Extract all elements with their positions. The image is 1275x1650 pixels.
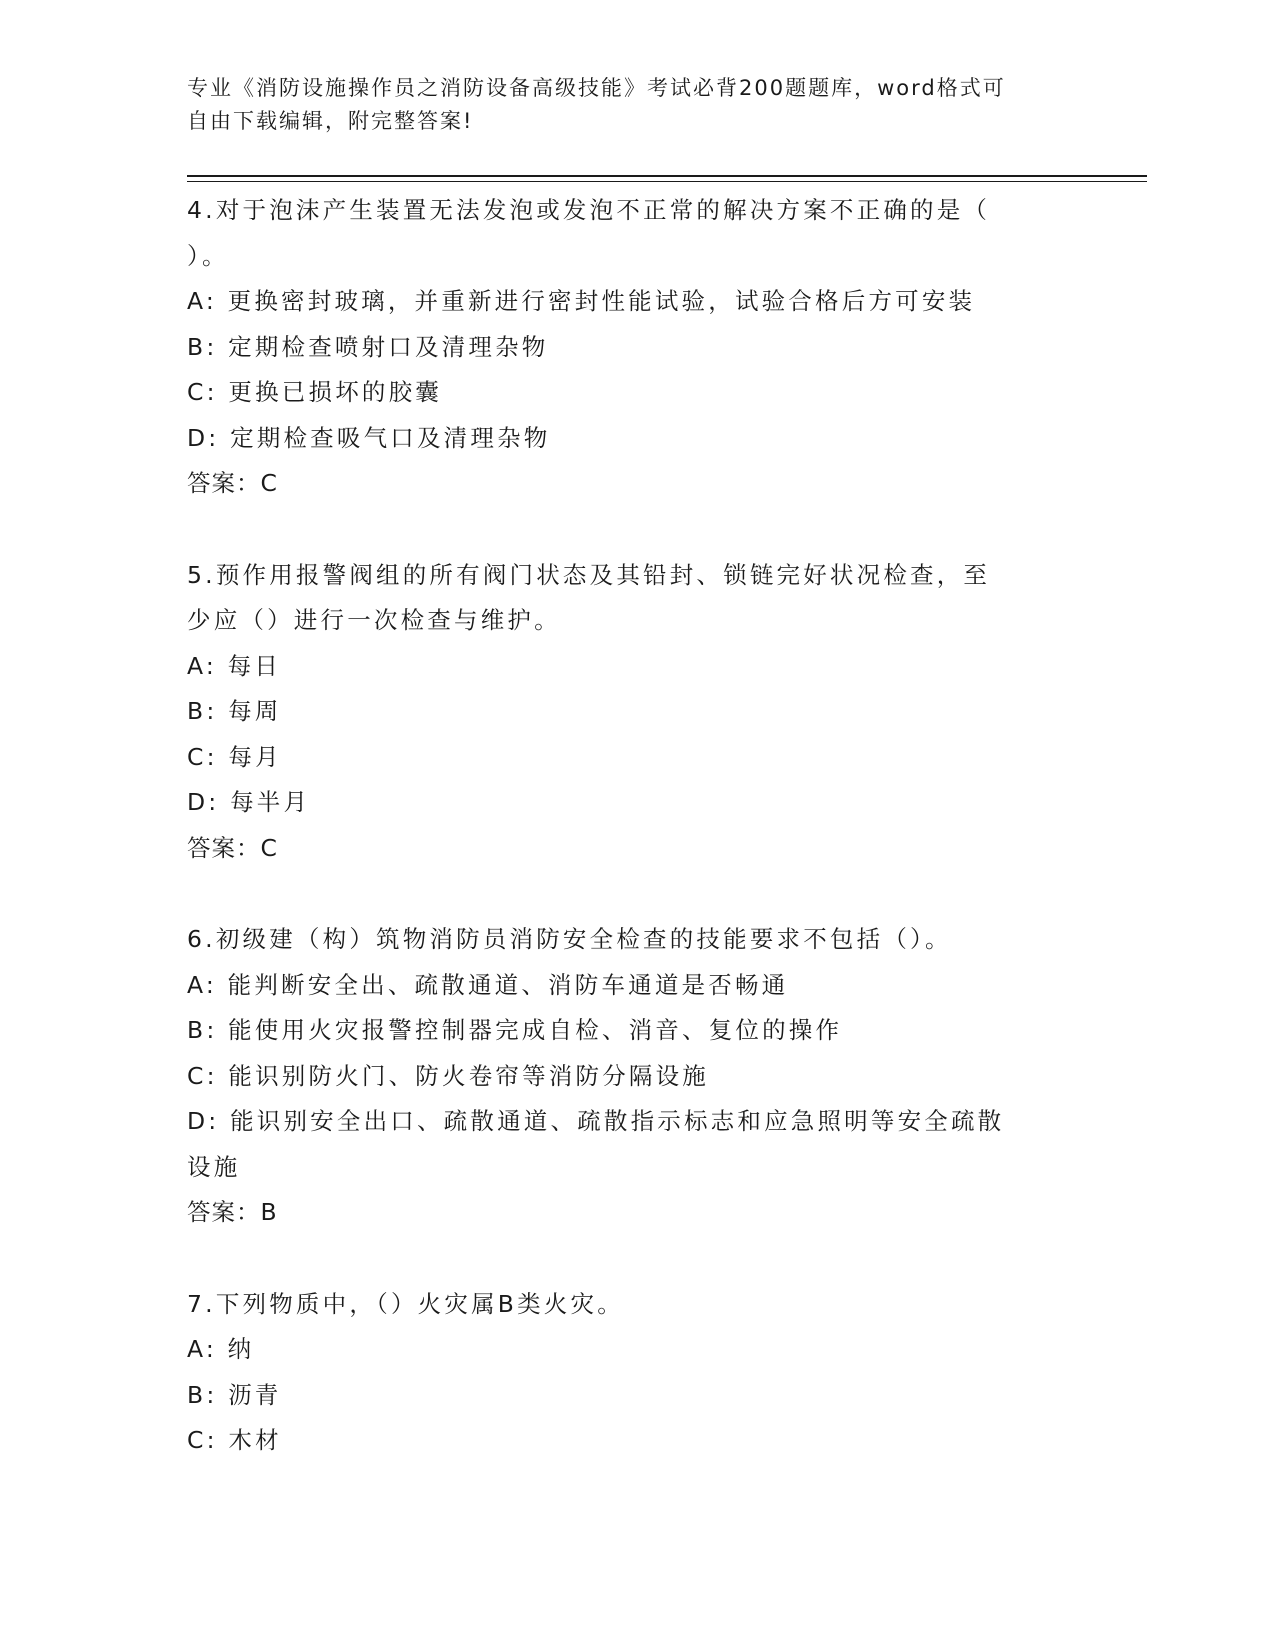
question-7 [187, 1282, 1067, 1464]
option-a: A: 能判断安全出、疏散通道、消防车通道是否畅通 [187, 970, 789, 999]
option-b: B: 沥青 [187, 1380, 282, 1409]
option-c: C: 能识别防火门、防火卷帘等消防分隔设施 [187, 1061, 709, 1090]
option-d: D: 能识别安全出口、疏散通道、疏散指示标志和应急照明等安全疏散 [187, 1107, 1005, 1135]
question-list [187, 188, 1067, 1510]
document-header [187, 72, 1077, 138]
option-a: A: 每日 [187, 651, 282, 680]
header-line-1: 专业《消防设施操作员之消防设备高级技能》考试必背200题题库，word格式可 [187, 76, 1006, 100]
option-a: A: 纳 [187, 1335, 255, 1363]
option-a: A: 更换密封玻璃，并重新进行密封性能试验，试验合格后方可安装 [187, 287, 976, 315]
header-line-2: 自由下载编辑，附完整答案! [187, 109, 474, 133]
header-divider-thin [187, 181, 1147, 182]
option-c: C: 每月 [187, 742, 282, 771]
answer-label: 答案：C [187, 469, 278, 497]
question-stem: 6.初级建（构）筑物消防员消防安全检查的技能要求不包括（）。 [187, 925, 952, 953]
option-c: C: 更换已损坏的胶囊 [187, 378, 442, 406]
question-6 [187, 917, 1067, 1236]
option-b: B: 定期检查喷射口及清理杂物 [187, 332, 549, 361]
option-d: D: 每半月 [187, 788, 311, 816]
answer-label: 答案：B [187, 1198, 278, 1226]
option-b: B: 能使用火灾报警控制器完成自检、消音、复位的操作 [187, 1016, 843, 1044]
question-stem: 7.下列物质中，（）火灾属B类火灾。 [187, 1289, 624, 1318]
header-divider-thick [187, 175, 1147, 177]
question-stem-continued: 少应（）进行一次检查与维护。 [187, 606, 561, 634]
question-5 [187, 553, 1067, 872]
option-d-continued: 设施 [187, 1152, 241, 1181]
option-c: C: 木材 [187, 1426, 282, 1454]
question-stem: 4.对于泡沫产生装置无法发泡或发泡不正常的解决方案不正确的是（ [187, 196, 991, 224]
question-4 [187, 188, 1067, 507]
option-b: B: 每周 [187, 697, 282, 725]
question-stem: 5.预作用报警阀组的所有阀门状态及其铅封、锁链完好状况检查，至 [187, 560, 991, 589]
answer-label: 答案：C [187, 833, 278, 862]
option-d: D: 定期检查吸气口及清理杂物 [187, 423, 551, 452]
question-stem-continued: ）。 [187, 241, 229, 270]
